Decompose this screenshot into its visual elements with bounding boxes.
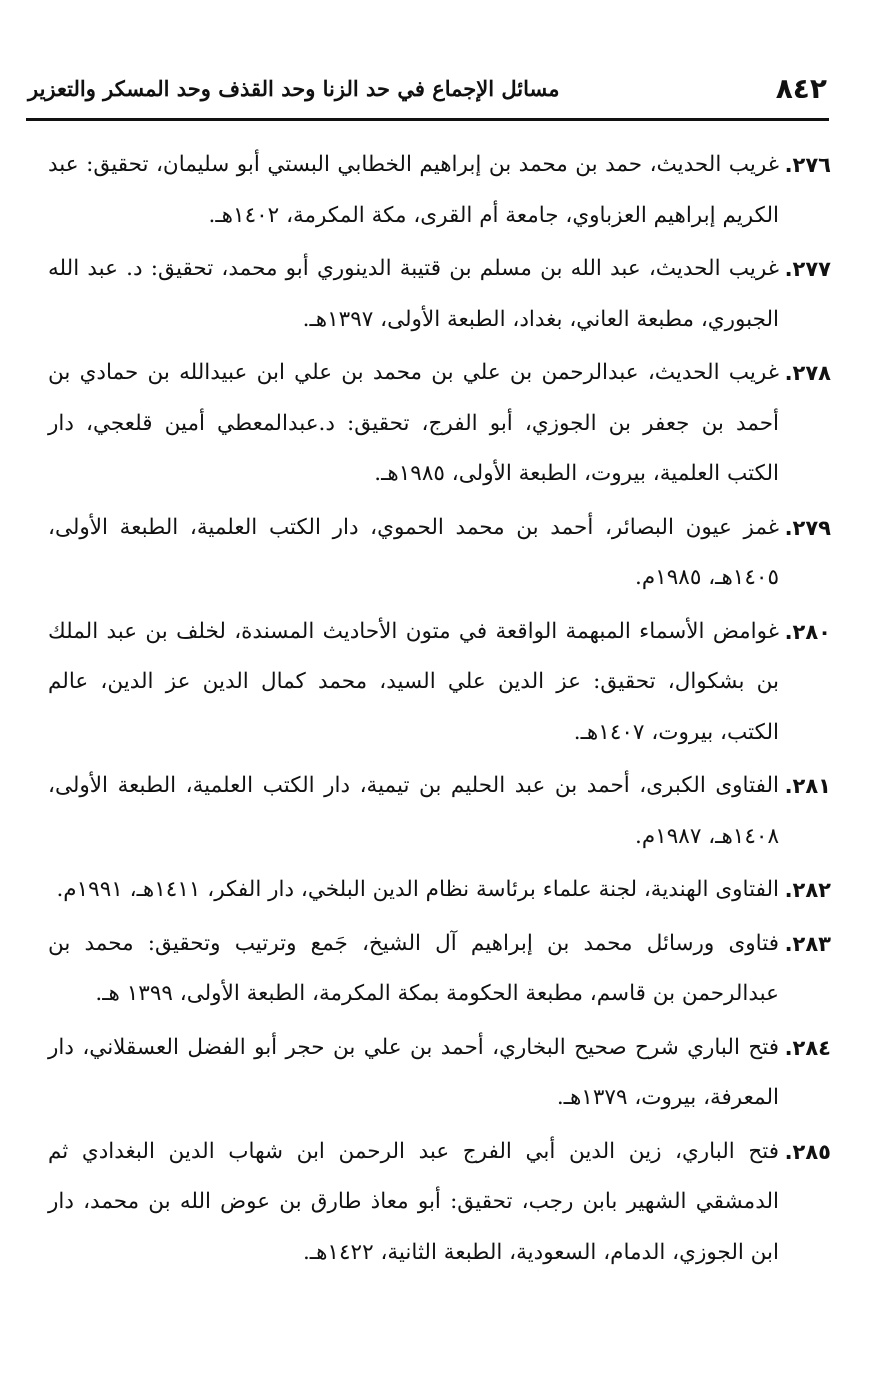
bibliography-entry	[48, 503, 831, 604]
entry-number: ٢٧٨.	[784, 361, 831, 385]
entry-text: غريب الحديث، عبدالرحمن بن علي بن محمد بن علي ابن عبيدالله بن حمادي بن أحمد بن جعفر بن الجوزي، أبو الفرج، تحقيق: د.عبدالمعطي أمين قلعجي، دار الكتب العلمية، بيروت، الطبعة الأولى، ١٩٨٥هـ.	[48, 360, 779, 486]
entry-text: غمز عيون البصائر، أحمد بن محمد الحموي، دار الكتب العلمية، الطبعة الأولى، ١٤٠٥هـ، ١٩٨٥م.	[48, 514, 779, 590]
bibliography-entry	[48, 865, 831, 916]
entry-number: ٢٨٠.	[784, 619, 831, 644]
entry-number: ٢٨١.	[784, 774, 831, 798]
bibliography-entry	[48, 348, 831, 500]
entry-text: غوامض الأسماء المبهمة الواقعة في متون الأحاديث المسندة، لخلف بن عبد الملك بن بشكوال، تحقيق: عز الدين علي السيد، محمد كمال الدين عز الدين، عالم الكتب، بيروت، ١٤٠٧هـ.	[48, 618, 779, 745]
bibliography-entry	[48, 761, 831, 862]
entry-number: ٢٨٣.	[784, 931, 831, 956]
entry-text: الفتاوى الهندية، لجنة علماء برئاسة نظام الدين البلخي، دار الفكر، ١٤١١هـ، ١٩٩١م.	[56, 877, 779, 902]
entry-text: فتاوى ورسائل محمد بن إبراهيم آل الشيخ، جَمع وترتيب وتحقيق: محمد بن عبدالرحمن بن قاسم، مطبعة الحكومة بمكة المكرمة، الطبعة الأولى، ١٣٩٩ هـ.	[48, 930, 779, 1006]
entry-number: ٢٧٩.	[784, 515, 831, 540]
bibliography-entry	[48, 244, 831, 345]
entry-text: غريب الحديث، حمد بن محمد بن إبراهيم الخطابي البستي أبو سليمان، تحقيق: عبد الكريم إبراهيم العزباوي، جامعة أم القرى، مكة المكرمة، ١٤٠٢هـ.	[48, 152, 779, 228]
page-number: ٨٤٢	[775, 71, 827, 105]
page-header	[28, 62, 827, 114]
header-divider	[26, 118, 829, 121]
bibliography-entry	[48, 1127, 831, 1279]
bibliography-entry	[48, 140, 831, 241]
entry-number: ٢٨٥.	[784, 1139, 831, 1164]
entry-text: فتح الباري، زين الدين أبي الفرج عبد الرحمن ابن شهاب الدين البغدادي ثم الدمشقي الشهير بابن رجب، تحقيق: أبو معاذ طارق بن عوض الله بن محمد، دار ابن الجوزي، الدمام، السعودية، الطبعة الثانية، ١٤٢٢هـ.	[48, 1138, 779, 1265]
bibliography-entry	[48, 1023, 831, 1124]
entry-text: الفتاوى الكبرى، أحمد بن عبد الحليم بن تيمية، دار الكتب العلمية، الطبعة الأولى، ١٤٠٨هـ، ١٩٨٧م.	[48, 773, 779, 849]
bibliography-entry	[48, 919, 831, 1020]
entry-text: فتح الباري شرح صحيح البخاري، أحمد بن علي بن حجر أبو الفضل العسقلاني، دار المعرفة، بيروت، ١٣٧٩هـ.	[48, 1034, 779, 1110]
entry-text: غريب الحديث، عبد الله بن مسلم بن قتيبة الدينوري أبو محمد، تحقيق: د. عبد الله الجبوري، مطبعة العاني، بغداد، الطبعة الأولى، ١٣٩٧هـ.	[48, 256, 779, 332]
entry-number: ٢٨٤.	[784, 1035, 831, 1060]
entry-number: ٢٧٧.	[784, 257, 831, 281]
entry-number: ٢٨٢.	[784, 878, 831, 902]
bibliography-list	[48, 140, 831, 1281]
entry-number: ٢٧٦.	[784, 153, 831, 177]
bibliography-entry	[48, 607, 831, 759]
running-title: مسائل الإجماع في حد الزنا وحد القذف وحد المسكر والتعزير	[28, 75, 560, 101]
